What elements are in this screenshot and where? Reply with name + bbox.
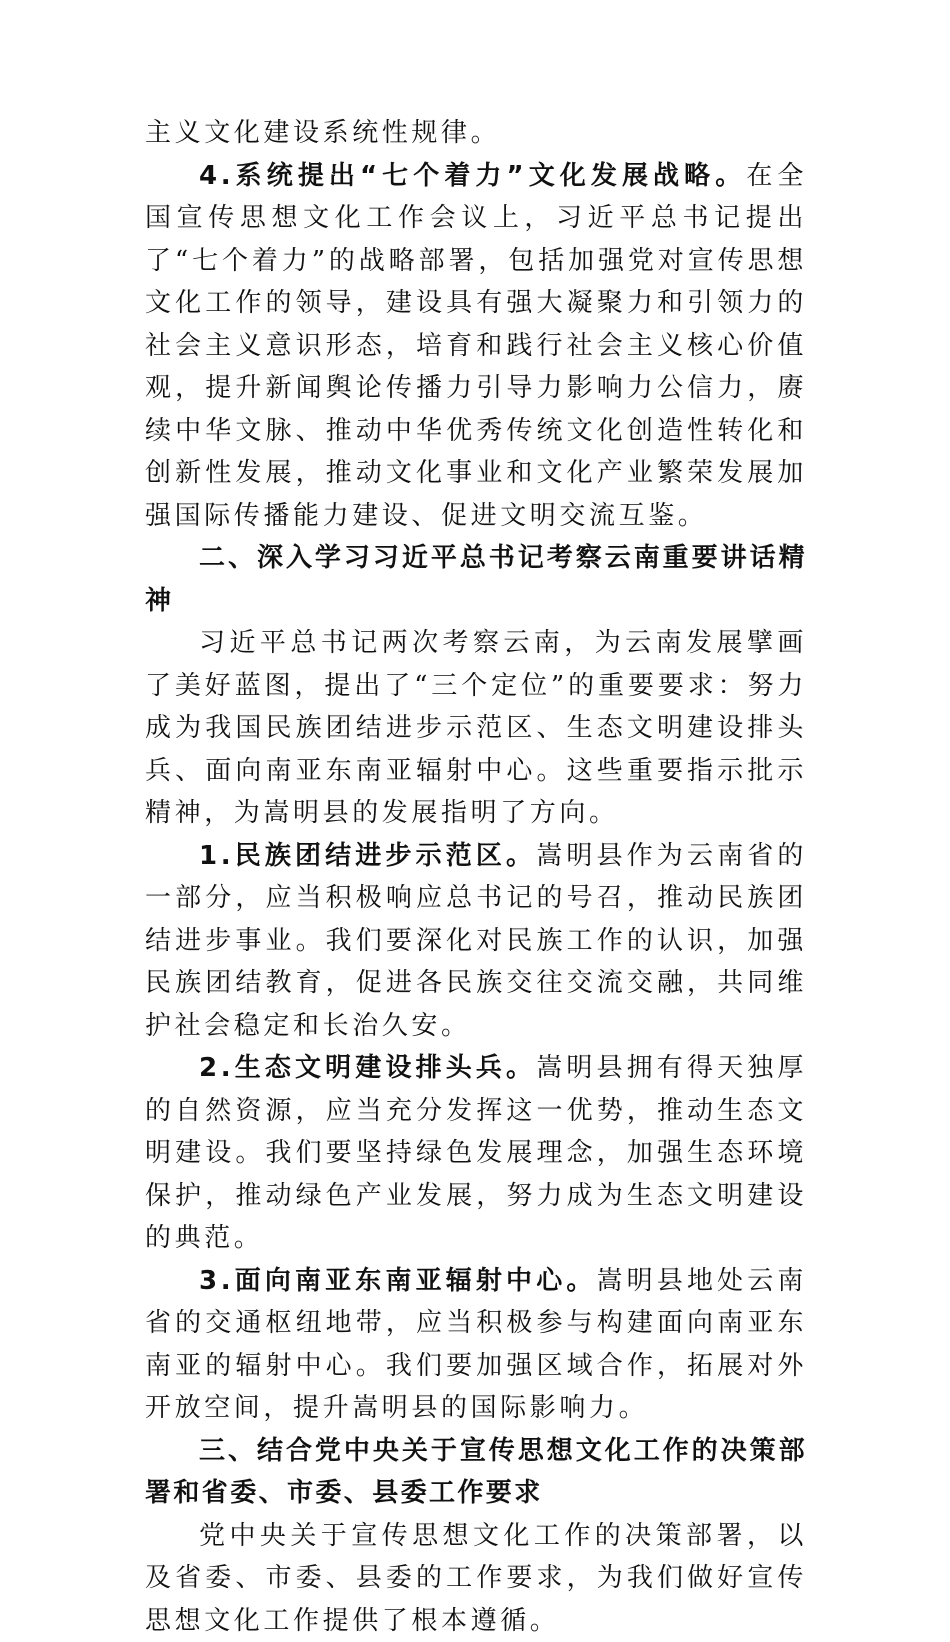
paragraph-ecology bbox=[145, 1047, 807, 1260]
section-heading-2: 二、深入学习习近平总书记考察云南重要讲话精神 bbox=[145, 537, 807, 622]
paragraph-seven-focus bbox=[145, 155, 807, 538]
paragraph-central-decisions bbox=[145, 1515, 807, 1642]
paragraph-text: 在全国宣传思想文化工作会议上，习近平总书记提出了“七个着力”的战略部署，包括加强党对宣传思想文化工作的领导，建设具有强大凝聚力和引领力的社会主义意识形态，培育和践行社会主义核心价值观，提升新闻舆论传播力引导力影响力公信力，赓续中华文脉、推动中华优秀传统文化创造性转化和创新性发展，推动文化事业和文化产业繁荣发展加强国际传播能力建设、促进文明交流互鉴。 bbox=[145, 161, 807, 531]
paragraph-lead: 3.面向南亚东南亚辐射中心。 bbox=[199, 1266, 597, 1296]
paragraph-text: 习近平总书记两次考察云南，为云南发展擘画了美好蓝图，提出了“三个定位”的重要要求：努力成为我国民族团结进步示范区、生态文明建设排头兵、面向南亚东南亚辐射中心。这些重要指示批示精神，为嵩明县的发展指明了方向。 bbox=[145, 628, 807, 828]
paragraph-lead: 2.生态文明建设排头兵。 bbox=[199, 1053, 536, 1083]
paragraph-text: 嵩明县作为云南省的一部分，应当积极响应总书记的号召，推动民族团结进步事业。我们要深化对民族工作的认识，加强民族团结教育，促进各民族交往交流交融，共同维护社会稳定和长治久安。 bbox=[145, 841, 807, 1041]
paragraph-text: 嵩明县地处云南省的交通枢纽地带，应当积极参与构建面向南亚东南亚的辐射中心。我们要加强区域合作，拓展对外开放空间，提升嵩明县的国际影响力。 bbox=[145, 1266, 807, 1424]
paragraph-ethnic-unity bbox=[145, 835, 807, 1048]
paragraph-continuation bbox=[145, 112, 807, 155]
document-body bbox=[145, 112, 807, 1642]
paragraph-three-positions bbox=[145, 622, 807, 835]
paragraph-radiation-center bbox=[145, 1260, 807, 1430]
paragraph-lead: 1.民族团结进步示范区。 bbox=[199, 841, 536, 871]
paragraph-lead: 4.系统提出“七个着力”文化发展战略。 bbox=[199, 161, 746, 191]
section-heading-3: 三、结合党中央关于宣传思想文化工作的决策部署和省委、市委、县委工作要求 bbox=[145, 1430, 807, 1515]
paragraph-text: 党中央关于宣传思想文化工作的决策部署，以及省委、市委、县委的工作要求，为我们做好宣传思想文化工作提供了根本遵循。 bbox=[145, 1521, 807, 1636]
paragraph-text: 嵩明县拥有得天独厚的自然资源，应当充分发挥这一优势，推动生态文明建设。我们要坚持绿色发展理念，加强生态环境保护，推动绿色产业发展，努力成为生态文明建设的典范。 bbox=[145, 1053, 807, 1253]
paragraph-text: 主义文化建设系统性规律。 bbox=[145, 118, 500, 148]
